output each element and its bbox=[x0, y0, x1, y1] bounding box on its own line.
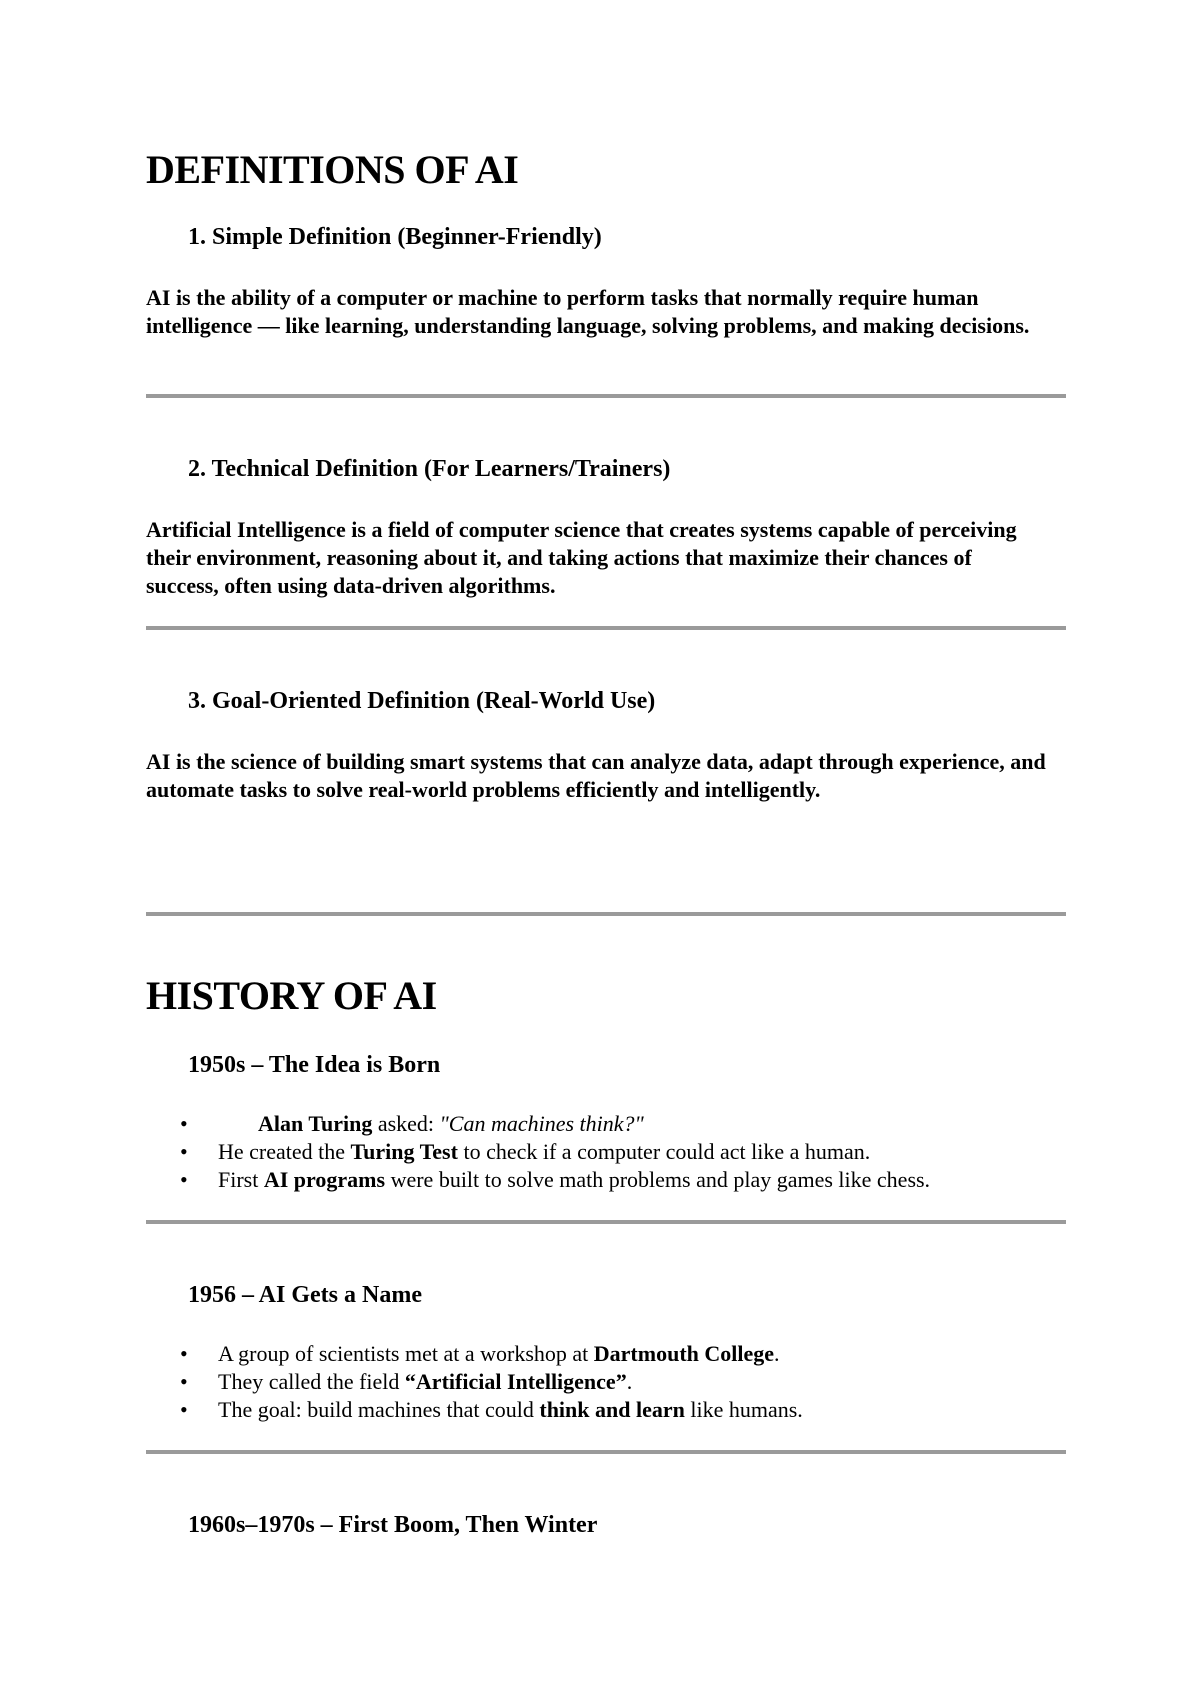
list-item-text: . bbox=[774, 1341, 780, 1366]
emphasis: Dartmouth College bbox=[593, 1341, 775, 1366]
list-item bbox=[176, 1166, 930, 1194]
era-1950s-heading: 1950s – The Idea is Born bbox=[188, 1052, 441, 1078]
simple-definition-text: AI is the ability of a computer or machine to perform tasks that normally require human intelligence — like learning, understanding language, solving problems, and making decisions. bbox=[146, 285, 1030, 338]
era-1950s-list bbox=[176, 1110, 930, 1194]
era-1956-list bbox=[176, 1340, 803, 1424]
era-1960s-heading: 1960s–1970s – First Boom, Then Winter bbox=[188, 1512, 598, 1538]
list-item-text: asked: bbox=[372, 1111, 440, 1136]
bullet-icon: • bbox=[180, 1111, 188, 1136]
list-item-text: like humans. bbox=[684, 1397, 803, 1422]
goal-definition-heading: 3. Goal-Oriented Definition (Real-World Use) bbox=[188, 688, 656, 714]
emphasis: think and learn bbox=[539, 1397, 685, 1422]
era-1956-heading: 1956 – AI Gets a Name bbox=[188, 1282, 422, 1308]
list-item-text: were built to solve math problems and play games like chess. bbox=[385, 1167, 931, 1192]
divider bbox=[146, 912, 1066, 916]
quote: "Can machines think?" bbox=[439, 1111, 644, 1136]
simple-definition-heading: 1. Simple Definition (Beginner-Friendly) bbox=[188, 224, 602, 250]
list-item-text: He created the bbox=[218, 1139, 351, 1164]
technical-definition-text: Artificial Intelligence is a field of computer science that creates systems capable of perceiving their environment, reasoning about it, and taking actions that maximize their chances of success, often using data-driven algorithms. bbox=[146, 517, 1017, 598]
technical-definition-heading: 2. Technical Definition (For Learners/Trainers) bbox=[188, 456, 671, 482]
bullet-icon: • bbox=[180, 1397, 188, 1422]
list-item-text: They called the field bbox=[218, 1369, 405, 1394]
bullet-icon: • bbox=[180, 1341, 188, 1366]
bullet-icon: • bbox=[180, 1139, 188, 1164]
divider bbox=[146, 394, 1066, 398]
definitions-title: DEFINITIONS OF AI bbox=[146, 147, 519, 192]
list-item-text: . bbox=[626, 1369, 633, 1394]
bullet-icon: • bbox=[180, 1369, 188, 1394]
list-item-text: The goal: build machines that could bbox=[218, 1397, 540, 1422]
divider bbox=[146, 1450, 1066, 1454]
divider bbox=[146, 1220, 1066, 1224]
bullet-icon: • bbox=[180, 1167, 188, 1192]
list-item bbox=[176, 1368, 803, 1396]
goal-definition-text: AI is the science of building smart systems that can analyze data, adapt through experience, and automate tasks to solve real-world problems efficiently and intelligently. bbox=[146, 749, 1046, 802]
list-item bbox=[176, 1396, 803, 1424]
list-item-text: A group of scientists met at a workshop at bbox=[218, 1341, 594, 1366]
list-item bbox=[176, 1138, 930, 1166]
emphasis: Alan Turing bbox=[258, 1111, 373, 1136]
history-title: HISTORY OF AI bbox=[146, 973, 437, 1018]
divider bbox=[146, 626, 1066, 630]
list-item bbox=[176, 1340, 803, 1368]
list-item-text: to check if a computer could act like a human. bbox=[457, 1139, 871, 1164]
emphasis: “Artificial Intelligence” bbox=[404, 1369, 627, 1394]
list-item bbox=[176, 1110, 930, 1138]
emphasis: Turing Test bbox=[350, 1139, 458, 1164]
emphasis: AI programs bbox=[263, 1167, 386, 1192]
list-item-text: First bbox=[218, 1167, 264, 1192]
